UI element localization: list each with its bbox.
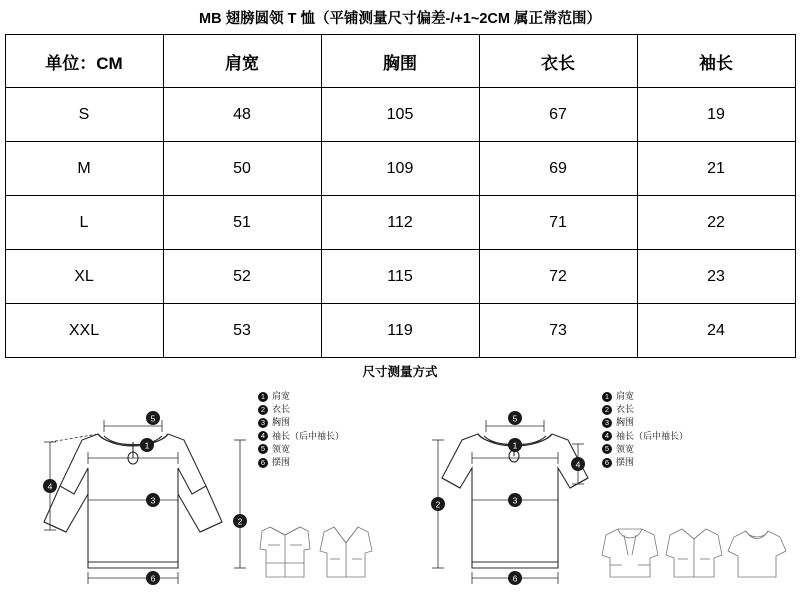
- short-sleeve-diagram: [400, 382, 800, 587]
- legend-label: 衣长: [272, 404, 291, 415]
- table-row: [5, 304, 795, 358]
- long-sleeve-diagram: [0, 382, 400, 587]
- legend-number: 4: [602, 431, 612, 441]
- table-cell-size: L: [5, 196, 163, 250]
- table-cell: 24: [637, 304, 795, 358]
- legend-label: 肩宽: [272, 391, 291, 401]
- legend-number: 1: [258, 392, 268, 402]
- table-cell-size: XL: [5, 250, 163, 304]
- table-cell: 48: [163, 88, 321, 142]
- table-cell: 50: [163, 142, 321, 196]
- legend-item: [258, 443, 344, 456]
- table-cell: 51: [163, 196, 321, 250]
- legend-label: 衣长: [616, 404, 635, 415]
- legend-label: 袖长（后中袖长）: [616, 430, 689, 441]
- marker-1: [140, 438, 154, 452]
- legend-item: [602, 456, 688, 469]
- legend-label: 摆围: [272, 456, 291, 467]
- svg-text:4: 4: [575, 459, 581, 470]
- svg-text:3: 3: [512, 495, 518, 506]
- legend-label: 领宽: [616, 443, 635, 454]
- legend-number: 3: [258, 418, 268, 428]
- legend-item: [602, 416, 688, 429]
- table-cell: 22: [637, 196, 795, 250]
- table-cell: 53: [163, 304, 321, 358]
- legend-item: [258, 390, 344, 403]
- svg-text:1: 1: [512, 440, 518, 451]
- legend-label: 胸围: [616, 417, 635, 428]
- table-row: [5, 142, 795, 196]
- table-header-cell: 衣长: [479, 35, 637, 88]
- legend-number: 5: [602, 444, 612, 454]
- legend-item: [258, 456, 344, 469]
- table-cell: 52: [163, 250, 321, 304]
- table-header-cell: 袖长: [637, 35, 795, 88]
- legend-number: 2: [602, 405, 612, 415]
- legend-label: 领宽: [272, 443, 291, 454]
- svg-text:5: 5: [512, 413, 518, 424]
- svg-text:1: 1: [144, 440, 150, 451]
- table-cell: 67: [479, 88, 637, 142]
- legend-number: 5: [258, 444, 268, 454]
- legend-label: 摆围: [616, 456, 635, 467]
- legend-label: 肩宽: [616, 391, 635, 401]
- table-cell: 72: [479, 250, 637, 304]
- table-cell-size: S: [5, 88, 163, 142]
- legend-number: 3: [602, 418, 612, 428]
- svg-text:6: 6: [512, 573, 518, 584]
- legend-item: [602, 390, 688, 403]
- table-cell: 105: [321, 88, 479, 142]
- marker-3: [508, 493, 522, 507]
- marker-1: [508, 438, 522, 452]
- legend-left: [258, 390, 344, 469]
- garment-thumbnails-left: [258, 519, 378, 585]
- measurement-diagram-section: [0, 358, 800, 588]
- table-cell-size: XXL: [5, 304, 163, 358]
- legend-number: 4: [258, 431, 268, 441]
- marker-6: [508, 571, 522, 585]
- table-header-cell: 胸围: [321, 35, 479, 88]
- legend-item: [258, 430, 344, 443]
- svg-text:4: 4: [47, 481, 53, 492]
- svg-text:6: 6: [150, 573, 156, 584]
- marker-6: [146, 571, 160, 585]
- table-cell: 21: [637, 142, 795, 196]
- legend-item: [258, 403, 344, 416]
- legend-label: 胸围: [272, 417, 291, 428]
- table-cell: 73: [479, 304, 637, 358]
- legend-number: 6: [602, 458, 612, 468]
- legend-number: 2: [258, 405, 268, 415]
- garment-thumbnails-right: [600, 515, 796, 585]
- legend-item: [602, 403, 688, 416]
- table-cell: 71: [479, 196, 637, 250]
- svg-text:2: 2: [435, 499, 441, 510]
- marker-3: [146, 493, 160, 507]
- table-cell: 119: [321, 304, 479, 358]
- marker-5: [508, 411, 522, 425]
- marker-5: [146, 411, 160, 425]
- legend-item: [602, 443, 688, 456]
- table-header-row: [5, 35, 795, 88]
- legend-label: 袖长（后中袖长）: [272, 430, 345, 441]
- svg-text:2: 2: [237, 516, 243, 527]
- table-cell-size: M: [5, 142, 163, 196]
- marker-2: [233, 514, 247, 528]
- table-row: [5, 250, 795, 304]
- table-row: [5, 88, 795, 142]
- table-cell: 69: [479, 142, 637, 196]
- diagram-title: 尺寸测量方式: [362, 365, 438, 379]
- legend-number: 6: [258, 458, 268, 468]
- legend-number: 1: [602, 392, 612, 402]
- table-cell: 112: [321, 196, 479, 250]
- table-row: [5, 196, 795, 250]
- page-title: MB 翅膀圆领 T 恤（平铺测量尺寸偏差-/+1~2CM 属正常范围）: [199, 11, 601, 27]
- marker-2: [431, 497, 445, 511]
- marker-4: [571, 457, 585, 471]
- table-header-cell: 肩宽: [163, 35, 321, 88]
- marker-4: [43, 479, 57, 493]
- svg-text:5: 5: [150, 413, 156, 424]
- table-cell: 19: [637, 88, 795, 142]
- table-cell: 23: [637, 250, 795, 304]
- table-cell: 109: [321, 142, 479, 196]
- table-header-cell: 单位：CM: [5, 35, 163, 88]
- legend-right: [602, 390, 688, 469]
- svg-text:3: 3: [150, 495, 156, 506]
- legend-item: [602, 430, 688, 443]
- legend-item: [258, 416, 344, 429]
- table-cell: 115: [321, 250, 479, 304]
- size-table: [5, 34, 796, 358]
